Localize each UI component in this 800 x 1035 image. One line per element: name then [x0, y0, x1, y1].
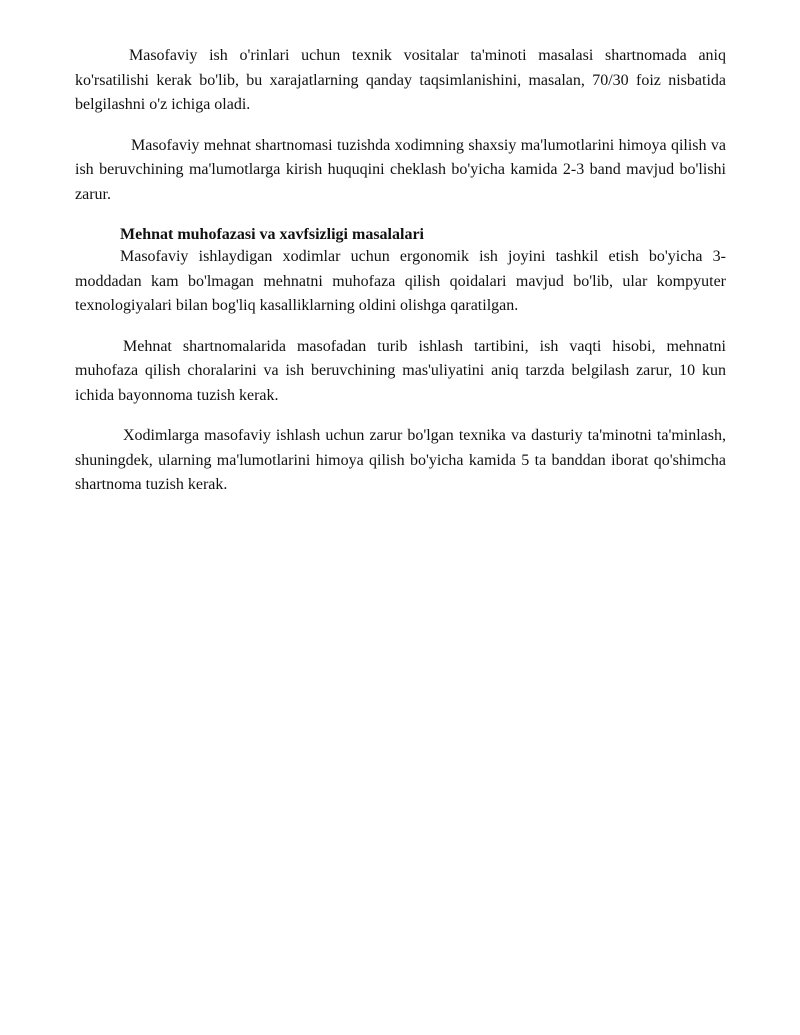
paragraph-remote-contract: Masofaviy mehnat shartnomasi tuzishda xodimning shaxsiy ma'lumotlarini himoya qilish va ish beruvchining ma'lumotlarga kirish huquqini cheklash bo'yicha kamida 2-3 band mavjud bo'lishi zarur.: [75, 136, 726, 203]
paragraph-ergonomics: Masofaviy ishlaydigan xodimlar uchun ergonomik ish joyini tashkil etish bo'yicha 3-moddadan kam bo'lmagan mehnatni muhofaza qilish qoidalari mavjud bo'lib, ular kompyuter texnologiyalari bilan bog'liq kasalliklarning oldini olishga qaratilgan.: [75, 248, 726, 314]
paragraph-equipment-provision: Xodimlarga masofaviy ishlash uchun zarur bo'lgan texnika va dasturiy ta'minotni ta'minlash, shuningdek, ularning ma'lumotlarini himoya qilish bo'yicha kamida 5 ta banddan iborat qo'shimcha shartnoma tuzish kerak.: [75, 427, 726, 493]
section-heading: Mehnat muhofazasi va xavfsizligi masalalari: [120, 226, 424, 243]
paragraph-technical-means: Masofaviy ish o'rinlari uchun texnik vositalar ta'minoti masalasi shartnomada aniq ko'rsatilishi kerak bo'lib, bu xarajatlarning qanday taqsimlanishini, masalan, 70/30 foiz nisbatida belgilashni o'z ichiga oladi.: [75, 47, 726, 113]
document-body: [75, 44, 726, 498]
paragraph-labor-contracts: Mehnat shartnomalarida masofadan turib ishlash tartibini, ish vaqti hisobi, mehnatni muhofaza qilish choralarini va ish beruvchining mas'uliyatini aniq tarzda belgilash zarur, 10 kun ichida bayonnoma tuzish kerak.: [75, 337, 726, 404]
